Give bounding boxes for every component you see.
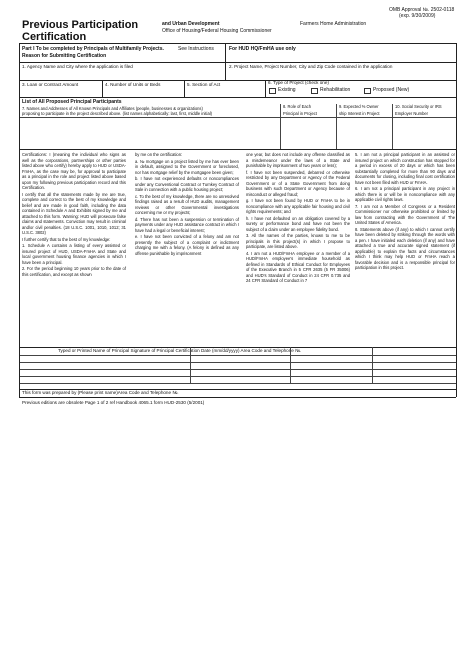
cert-paragraph: a. № mortgage on a project listed by me has ever been in default, assigned to the Government or foreclosed, nor has mortgage relief by the mortgagee been given;	[135, 158, 239, 175]
form-title-line2: Certification	[22, 31, 87, 43]
cert-paragraph: 6. I am not a principal participant in any project in which there is or will be in noncompliance with any applicable civil rights laws.	[355, 186, 455, 202]
cert-paragraph: I further certify that to the best of my knowledge:	[22, 236, 111, 242]
form-top-rule	[19, 43, 456, 44]
hud-use-only-label: For HUD HQ/FmHA use only	[229, 46, 296, 52]
omb-expiration: (exp. 9/30/2009)	[399, 13, 436, 19]
omb-approval: OMB Approval №. 2502-0118	[389, 7, 455, 13]
existing-label: Existing	[278, 87, 296, 93]
cert-paragraph: f. I have not been suspended, debarred or otherwise restricted by any Department or Agency of the Federal Government or of a State Government from doing business with such Department or Agency because of misconduct or alleged fraud;	[246, 169, 350, 197]
rule	[19, 397, 456, 398]
proposed-label: Proposed (New)	[373, 87, 410, 93]
form-right-border	[456, 43, 457, 397]
cert-paragraph: 2. For the period beginning 10 years prior to the date of this certification, and except as shown	[22, 266, 126, 277]
field-divider	[225, 62, 226, 80]
cert-paragraph: e. I have not been convicted of a felony and am not presently the subject of a complaint or indictment charging me with a felony. (A felony is defined as any offense punishable by imprisonment	[135, 234, 239, 256]
col7-header: 7. Names and Addresses of All Known Principals and Affiliates (people, businesses & organizations)	[22, 106, 203, 111]
cert-paragraph: 4. I am not a HUD/FmHA employee or a member of a HUD/FmHA employee's immediate household as defined in Standards of Ethical Conduct for Employees of the Executive Branch in 5 CFR 2635 (5 FR 35006) and HUD's Standard of Conduct in 24 CFR 0.735 and 24 CFR Standard of Conduct in 7	[246, 250, 350, 283]
existing-checkbox[interactable]	[269, 88, 276, 94]
form-footer: Previous editions are obsolete Page 1 of 2 ref Handbook 4065.1 form HUD-2530 (5/2001)	[22, 400, 205, 405]
col10-header: 10. Social Security or IRS	[395, 104, 442, 109]
col8-header: 8. Role of Each	[283, 104, 311, 109]
col10-header-sub: Employer Number	[395, 111, 428, 116]
signature-entry-area[interactable]	[20, 356, 455, 383]
certifications-column-1	[22, 152, 126, 277]
proposed-checkbox[interactable]	[364, 88, 371, 94]
agency-field[interactable]	[20, 71, 224, 80]
see-instructions-link[interactable]: See Instructions	[178, 46, 214, 52]
part1-heading: Part I To be completed by Principals of Multifamily Projects.	[22, 46, 164, 52]
office-name: Office of Housing/Federal Housing Commissioner	[162, 28, 272, 34]
project-type-label: 6. Type of Project (check one)	[268, 80, 329, 85]
rule	[19, 97, 456, 98]
form-title-line1: Previous Participation	[22, 19, 139, 31]
col7-header-sub: proposing to participate in the project described above. (list names alphabetically: last, first, middle initial)	[22, 111, 212, 116]
cert-paragraph: b. I have not experienced defaults or noncompliances under any Conventional Contract or Turnkey Contract of Sale in connection with a public housing project;	[135, 176, 239, 192]
certifications-column-4	[355, 152, 455, 271]
section-of-act-field[interactable]	[185, 88, 263, 96]
cert-paragraph: d. There has not been a suspension or termination of payments under any HUD assistance contract in which I have had a legal or beneficial interest;	[135, 216, 239, 233]
cert-paragraph: 8. Statements above (if any) to which I cannot certify have been deleted by striking through the words with a pen. I have initialed each deletion (if any) and have attached a true and accurate signed statement (if applicable) to explain the facts and circumstances which I think may help HUD or FmHA reach a favorable decision and is a responsible principal for participation in this project.	[355, 226, 455, 270]
col9-header: 9. Expected % Owner	[339, 104, 379, 109]
cert-paragraph: 7. I am not a Member of Congress or a Resident Commissioner nor otherwise prohibited or limited by law from contracting with the Government of The United States of America.	[355, 203, 455, 225]
cert-paragraph: h. I have not defaulted on an obligation covered by a surety or performance bond and have not been the subject of a claim under an employee fidelity bond.	[246, 215, 350, 232]
certifications-column-3	[246, 152, 350, 284]
cert-paragraph: 3. All the names of the parties, known to me to be principals in this project(s) in which I propose to participate, are listed above.	[246, 233, 350, 249]
part1-divider	[225, 44, 226, 62]
rehabilitation-checkbox[interactable]	[311, 88, 318, 94]
cert-paragraph: c. To the best of my knowledge, there are no unresolved findings raised as a result of HUD audits, management reviews or other Governmental investigations concerning me or my projects;	[135, 193, 239, 215]
loan-amount-label: 3. Loan or Contract Amount	[22, 82, 79, 87]
cert-paragraph: 1. Schedule A contains a listing of every assisted or insured project of HUD, USDA-FmHA and State and local government housing finance agencies in which I have been a principal.	[22, 243, 126, 265]
reason-label: Reason for Submitting Certification	[22, 53, 107, 59]
certifications-column-2	[135, 152, 239, 256]
signature-table-header: Typed or Printed Name of Principal Signature of Principal Certification Date (mm/dd/yyyy) Area Code and Telephone №.	[58, 348, 302, 353]
prepared-by-label: This form was prepared by (Please print name)Area Code and Telephone №.	[22, 390, 179, 395]
cert-paragraph: g. I have not been found by HUD or FmHA to be in noncompliance with any applicable fair housing and civil rights requirements; and	[246, 198, 350, 214]
rule	[19, 80, 456, 81]
cert-paragraph: 5. I am not a principal participant in an assisted or insured project on which construction has stopped for a period in excess of 20 days or which has been substantially completed for more than 90 days and documents for closing, including final cost certification have not been filed with HUD or FmHA.	[355, 152, 455, 185]
project-field[interactable]	[227, 71, 455, 80]
cert-paragraph: I certify that all the statements made by me are true, complete and correct to the best of my knowledge and belief and are made in good faith, including the data contained in Schedule A and Exhibits signed by me and attached to this form. Warning: HUD will prosecute false claims and statements. Conviction may result in criminal and/or civil penalties. (18 U.S.C. 1001, 1010, 1012; 31 U.S.C. 3802)	[22, 191, 126, 235]
principals-heading: List of All Proposed Principal Participants	[22, 99, 122, 105]
cert-paragraph: Certifications: I (meaning the individual who signs as well as the corporations, partnerships or other parties listed above who certify) hereby apply to HUD or USDA-FmHA, as the case may be, for approval to participate as a principal in the role and project listed above based upon my following previous participation record and this Certification.	[22, 152, 126, 190]
rule	[19, 149, 456, 150]
rehabilitation-label: Rehabilitation	[320, 87, 351, 93]
cert-paragraph: by me on the certification:	[135, 152, 183, 157]
units-label: 4. Number of Units or Beds	[105, 82, 161, 87]
field-divider	[265, 80, 266, 97]
rule	[19, 62, 456, 63]
form-left-border	[19, 43, 20, 397]
units-field[interactable]	[103, 88, 183, 96]
department-name: and Urban Development	[162, 21, 220, 27]
col8-header-sub: Principal in Project	[283, 111, 317, 116]
col9-header-sub: ship Interest in Project	[339, 111, 380, 116]
principals-entry-area[interactable]	[20, 118, 455, 149]
agency-field-label: 1. Agency Name and City where the application is filed	[22, 64, 133, 69]
farmers-home-admin: Farmers Home Administration	[300, 21, 367, 27]
cert-paragraph: one year, but does not include any offense classified as a misdemeanor under the laws of a State and punishable by imprisonment of two years or less);	[246, 152, 350, 168]
loan-amount-field[interactable]	[20, 88, 100, 96]
section-of-act-label: 5. Section of Act	[187, 82, 221, 87]
project-field-label: 2. Project Name, Project Number, City and Zip Code contained in the application	[229, 64, 393, 69]
signature-row-4	[19, 383, 456, 384]
